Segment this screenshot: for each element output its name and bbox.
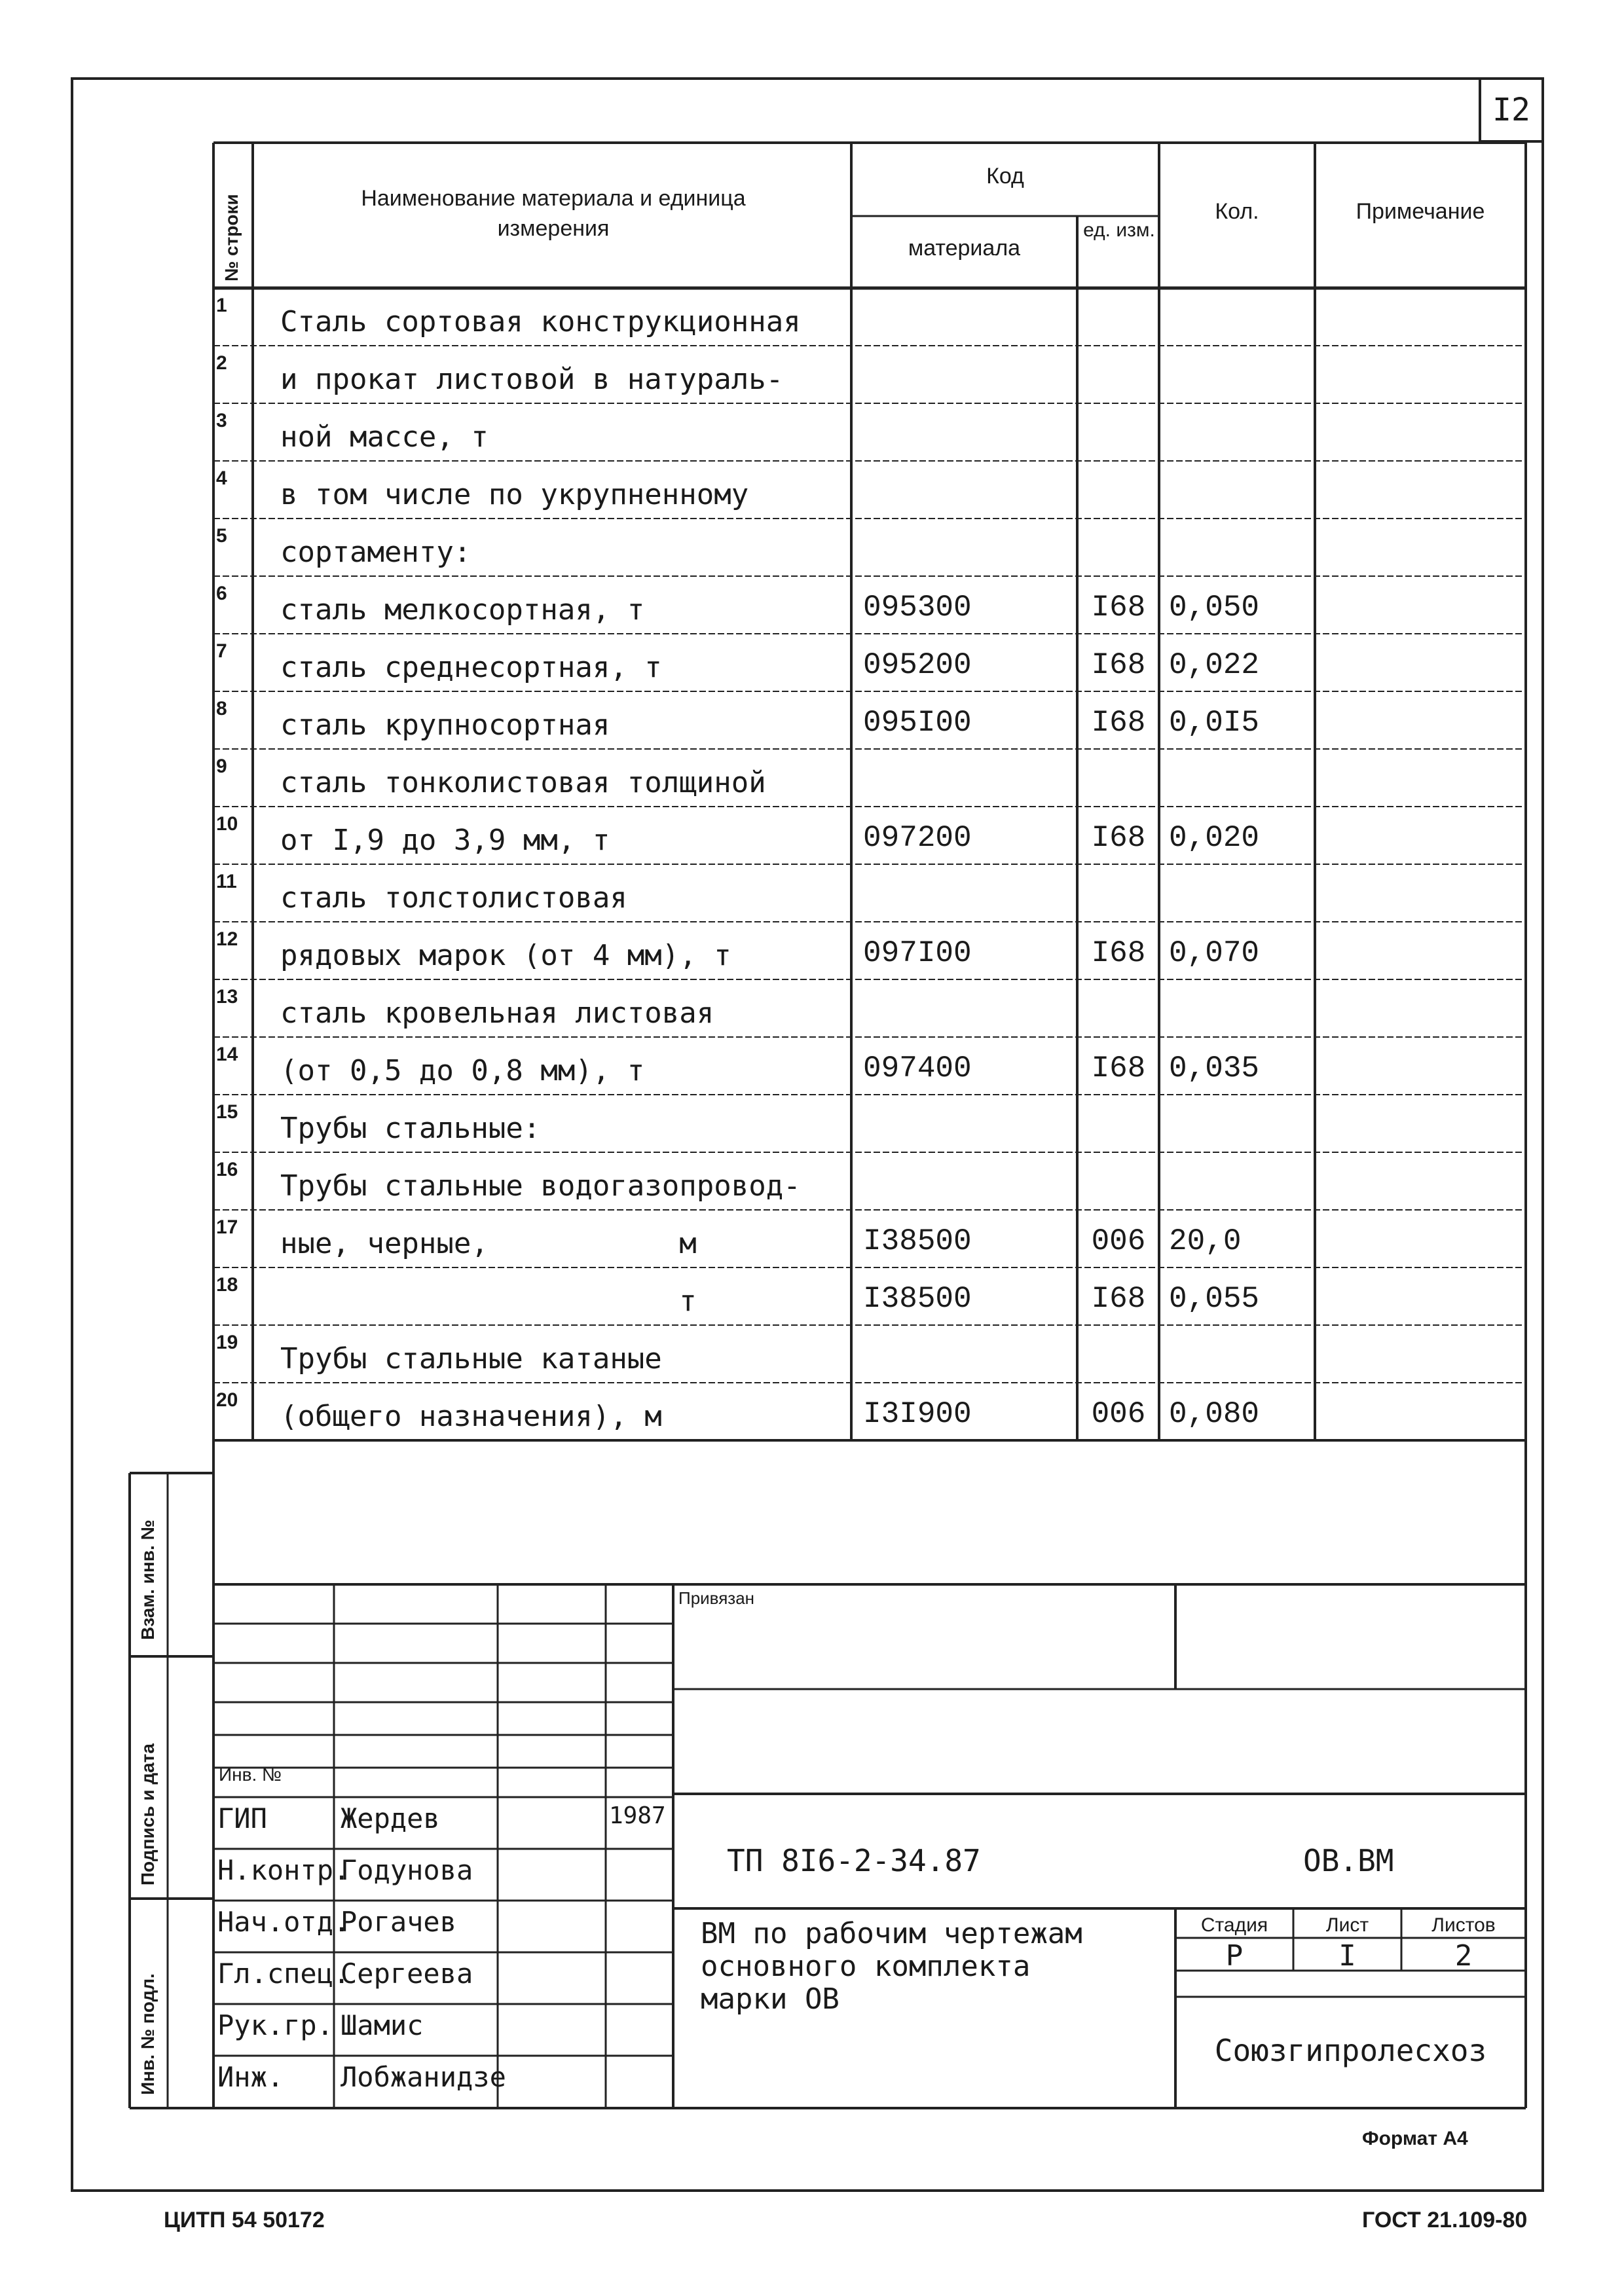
- row-number: 15: [216, 1101, 238, 1123]
- row-number: 17: [216, 1216, 238, 1238]
- row-code: 095300: [863, 591, 972, 625]
- row-qty: 20,0: [1169, 1224, 1242, 1258]
- row-number: 8: [216, 698, 227, 720]
- signer-role: Гл.спец.: [217, 1958, 350, 1990]
- row-unit: I68: [1091, 1282, 1146, 1316]
- footer-right: ГОСТ 21.109-80: [1362, 2208, 1528, 2232]
- footer-left: ЦИТП 54 50172: [164, 2208, 325, 2232]
- privyazan-label: Привязан: [678, 1588, 755, 1608]
- signer-year: 1987: [609, 1802, 666, 1829]
- sheet-value: I: [1338, 1939, 1356, 1973]
- sheets-label: Листов: [1431, 1914, 1496, 1936]
- row-name: (от 0,5 до 0,8 мм), т: [280, 1054, 645, 1087]
- row-number: 20: [216, 1389, 238, 1411]
- row-name: ной массе, т: [280, 420, 489, 454]
- row-name: и прокат листовой в натураль-: [280, 363, 784, 396]
- row-name: ные, черные, м: [280, 1227, 697, 1260]
- row-code: 097200: [863, 821, 972, 855]
- row-name: от I,9 до 3,9 мм, т: [280, 824, 610, 857]
- row-name: Трубы стальные катаные: [280, 1342, 662, 1376]
- stage-value: Р: [1225, 1939, 1244, 1973]
- row-code: I3I900: [863, 1397, 972, 1431]
- row-number: 5: [216, 525, 227, 547]
- row-number: 13: [216, 986, 238, 1008]
- row-unit: I68: [1091, 1051, 1146, 1085]
- row-unit: I68: [1091, 821, 1146, 855]
- row-name: сталь тонколистовая толщиной: [280, 766, 766, 799]
- row-unit: I68: [1091, 936, 1146, 970]
- row-number: 1: [216, 295, 227, 316]
- row-number: 6: [216, 583, 227, 604]
- signer-role: Нач.отд.: [217, 1906, 350, 1938]
- row-name: рядовых марок (от 4 мм), т: [280, 939, 731, 972]
- format-label: Формат А4: [1362, 2128, 1468, 2149]
- row-qty: 0,055: [1169, 1282, 1260, 1316]
- side-stamp-podpis: Подпись и дата: [138, 1743, 158, 1886]
- row-number: 14: [216, 1044, 238, 1065]
- row-qty: 0,070: [1169, 936, 1260, 970]
- row-name: Трубы стальные водогазопровод-: [280, 1169, 801, 1203]
- row-name: в том числе по укрупненному: [280, 478, 749, 511]
- row-number: 10: [216, 813, 238, 835]
- signer-role: Инж.: [217, 2061, 284, 2093]
- signer-name: Лобжанидзе: [341, 2061, 506, 2093]
- row-number: 7: [216, 640, 227, 662]
- doc-title-line-3: марки ОВ: [701, 1982, 840, 2016]
- row-number: 4: [216, 467, 227, 489]
- row-name: сталь толстолистовая: [280, 881, 627, 915]
- signer-name: Годунова: [341, 1854, 473, 1886]
- row-code: 097400: [863, 1051, 972, 1085]
- signer-name: Жердев: [341, 1802, 440, 1834]
- header-code: Код: [986, 164, 1024, 189]
- signer-role: ГИП: [217, 1802, 267, 1834]
- row-qty: 0,080: [1169, 1397, 1260, 1431]
- side-stamp-inv-podl: Инв. № подл.: [138, 1973, 158, 2095]
- row-number: 19: [216, 1332, 238, 1353]
- doc-mark: ОВ.ВМ: [1303, 1843, 1394, 1878]
- row-number: 9: [216, 756, 227, 777]
- row-qty: 0,022: [1169, 648, 1260, 682]
- doc-title-line-2: основного комплекта: [701, 1950, 1031, 1983]
- row-number: 11: [216, 871, 237, 892]
- row-qty: 0,0I5: [1169, 706, 1260, 740]
- row-name: (общего назначения), м: [280, 1400, 662, 1433]
- row-unit: 006: [1091, 1397, 1146, 1431]
- row-code: 097I00: [863, 936, 972, 970]
- row-unit: I68: [1091, 706, 1146, 740]
- sheet-label: Лист: [1325, 1914, 1369, 1936]
- header-code-material: материала: [908, 236, 1021, 261]
- row-number: 18: [216, 1274, 238, 1296]
- signer-role: Рук.гр.: [217, 2009, 334, 2041]
- sheet-number: I2: [1492, 92, 1530, 128]
- row-unit: I68: [1091, 648, 1146, 682]
- row-name: сталь мелкосортная, т: [280, 593, 645, 627]
- organization: Союзгипролесхоз: [1214, 2033, 1487, 2068]
- row-number: 3: [216, 410, 227, 431]
- row-name: сталь крупносортная: [280, 708, 610, 742]
- row-name: сортаменту:: [280, 536, 471, 569]
- row-number: 12: [216, 928, 238, 950]
- row-qty: 0,035: [1169, 1051, 1260, 1085]
- row-number: 16: [216, 1159, 238, 1180]
- row-code: I38500: [863, 1282, 972, 1316]
- row-unit: 006: [1091, 1224, 1146, 1258]
- sheets-value: 2: [1454, 1939, 1473, 1973]
- row-code: 095200: [863, 648, 972, 682]
- row-name: Сталь сортовая конструкционная: [280, 305, 801, 338]
- header-name: Наименование материала и единица измерения: [361, 186, 746, 241]
- signer-name: Сергеева: [341, 1958, 473, 1990]
- doc-code: ТП 8I6-2-34.87: [727, 1843, 981, 1878]
- doc-title-line-1: ВМ по рабочим чертежам: [701, 1917, 1082, 1950]
- header-row-number: № строки: [221, 194, 242, 282]
- header-code-unit: ед. изм.: [1083, 219, 1155, 241]
- side-stamp-vzam: Взам. инв. №: [138, 1520, 158, 1640]
- row-name: т: [280, 1285, 697, 1318]
- row-number: 2: [216, 352, 227, 374]
- row-name: Трубы стальные:: [280, 1112, 541, 1145]
- row-name: сталь среднесортная, т: [280, 651, 662, 684]
- signer-name: Рогачев: [341, 1906, 457, 1938]
- stage-label: Стадия: [1200, 1914, 1268, 1936]
- signer-name: Шамис: [341, 2009, 424, 2041]
- row-code: I38500: [863, 1224, 972, 1258]
- row-code: 095I00: [863, 706, 972, 740]
- row-qty: 0,020: [1169, 821, 1260, 855]
- row-qty: 0,050: [1169, 591, 1260, 625]
- inv-no-label: Инв. №: [219, 1764, 282, 1785]
- signer-role: Н.контр.: [217, 1854, 350, 1886]
- header-qty: Кол.: [1215, 199, 1259, 224]
- header-note: Примечание: [1356, 199, 1485, 224]
- row-name: сталь кровельная листовая: [280, 996, 714, 1030]
- row-unit: I68: [1091, 591, 1146, 625]
